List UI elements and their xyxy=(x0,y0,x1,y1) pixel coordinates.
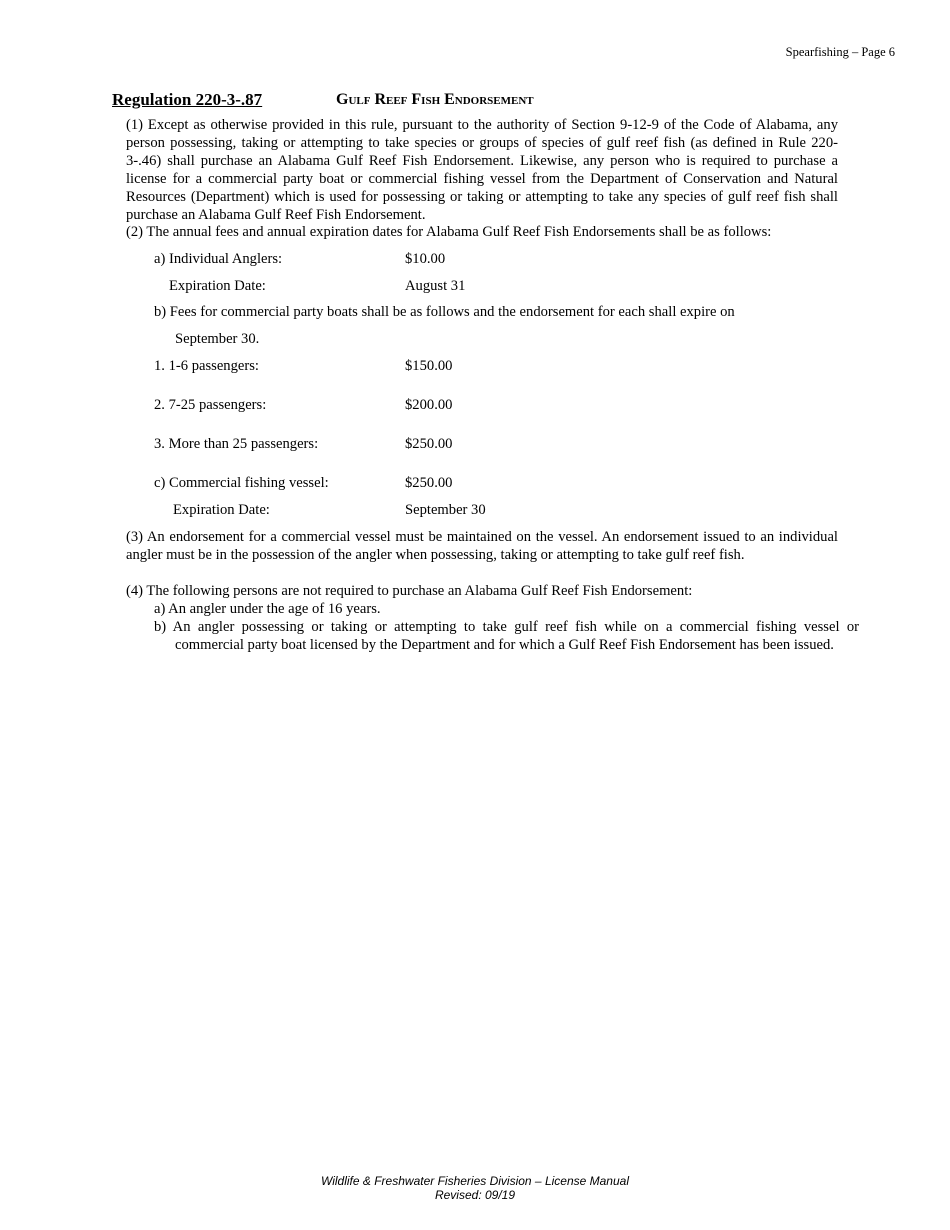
footer-division: Wildlife & Freshwater Fisheries Division – License Manual xyxy=(320,1174,629,1188)
fee-party-boat-row-2-label: 2. 7-25 passengers: xyxy=(154,397,267,413)
paragraph-1 xyxy=(112,116,838,224)
fee-commercial-value: $250.00 xyxy=(405,475,453,491)
fee-individual-label: a) Individual Anglers: xyxy=(154,251,283,267)
fee-party-boat-intro-cont: September 30. xyxy=(175,331,260,347)
paragraph-4-item-b: b) An angler possessing or taking or attempting to take gulf reef fish while on a commercial fishing vessel or commercial party boat licensed by the Department and for which a Gulf Reef Fish Endorsement has been issued. xyxy=(154,619,859,653)
fee-party-boat-row-1-label: 1. 1-6 passengers: xyxy=(154,358,259,374)
fee-party-boat-row-3-label: 3. More than 25 passengers: xyxy=(154,436,319,452)
fee-individual-exp-label: Expiration Date: xyxy=(169,278,266,294)
fee-party-boat-row-1-value: $150.00 xyxy=(405,358,453,374)
footer-revised: Revised: 09/19 xyxy=(434,1188,516,1202)
fee-party-boat-intro: b) Fees for commercial party boats shall be as follows and the endorsement for each shall expire on xyxy=(154,304,735,320)
fee-individual-exp-value: August 31 xyxy=(405,278,466,294)
fee-commercial-exp-value: September 30 xyxy=(405,502,486,518)
fee-individual-value: $10.00 xyxy=(405,251,446,267)
paragraph-1-text: (1) Except as otherwise provided in this rule, pursuant to the authority of Section 9-12-9 of the Code of Alabama, any person possessing, taking or attempting to take species or groups of species of gulf reef fish (as defined in Rule 220-3-.46) shall purchase an Alabama Gulf Reef Fish Endorsement. Likewise, any person who is required to purchase a license for a commercial party boat or commercial fishing vessel from the Department of Conservation and Natural Resources (Department) which is used for possessing or taking or attempting to take any species of gulf reef fish shall purchase an Alabama Gulf Reef Fish Endorsement. xyxy=(126,117,838,223)
fee-party-boat-row-3-value: $250.00 xyxy=(405,436,453,452)
page-footer xyxy=(0,1174,950,1202)
fee-commercial-exp-label: Expiration Date: xyxy=(173,502,270,518)
fee-party-boat-row-2-value: $200.00 xyxy=(405,397,453,413)
paragraph-3: (3) An endorsement for a commercial vessel must be maintained on the vessel. An endorsement issued to an individual angler must be in the possession of the angler when possessing, taking or attempting to take gulf reef fish. xyxy=(126,529,838,563)
page-header: Spearfishing – Page 6 xyxy=(785,45,895,59)
paragraph-4: (4) The following persons are not required to purchase an Alabama Gulf Reef Fish Endorsement: xyxy=(126,583,693,599)
paragraph-2: (2) The annual fees and annual expiration dates for Alabama Gulf Reef Fish Endorsements shall be as follows: xyxy=(126,224,772,240)
regulation-title-row xyxy=(112,90,838,112)
regulation-title: Gulf Reef Fish Endorsement xyxy=(336,91,534,108)
fee-commercial-label: c) Commercial fishing vessel: xyxy=(154,475,329,491)
paragraph-4-item-a: a) An angler under the age of 16 years. xyxy=(154,601,381,617)
regulation-number: Regulation 220-3-.87 xyxy=(112,90,263,109)
